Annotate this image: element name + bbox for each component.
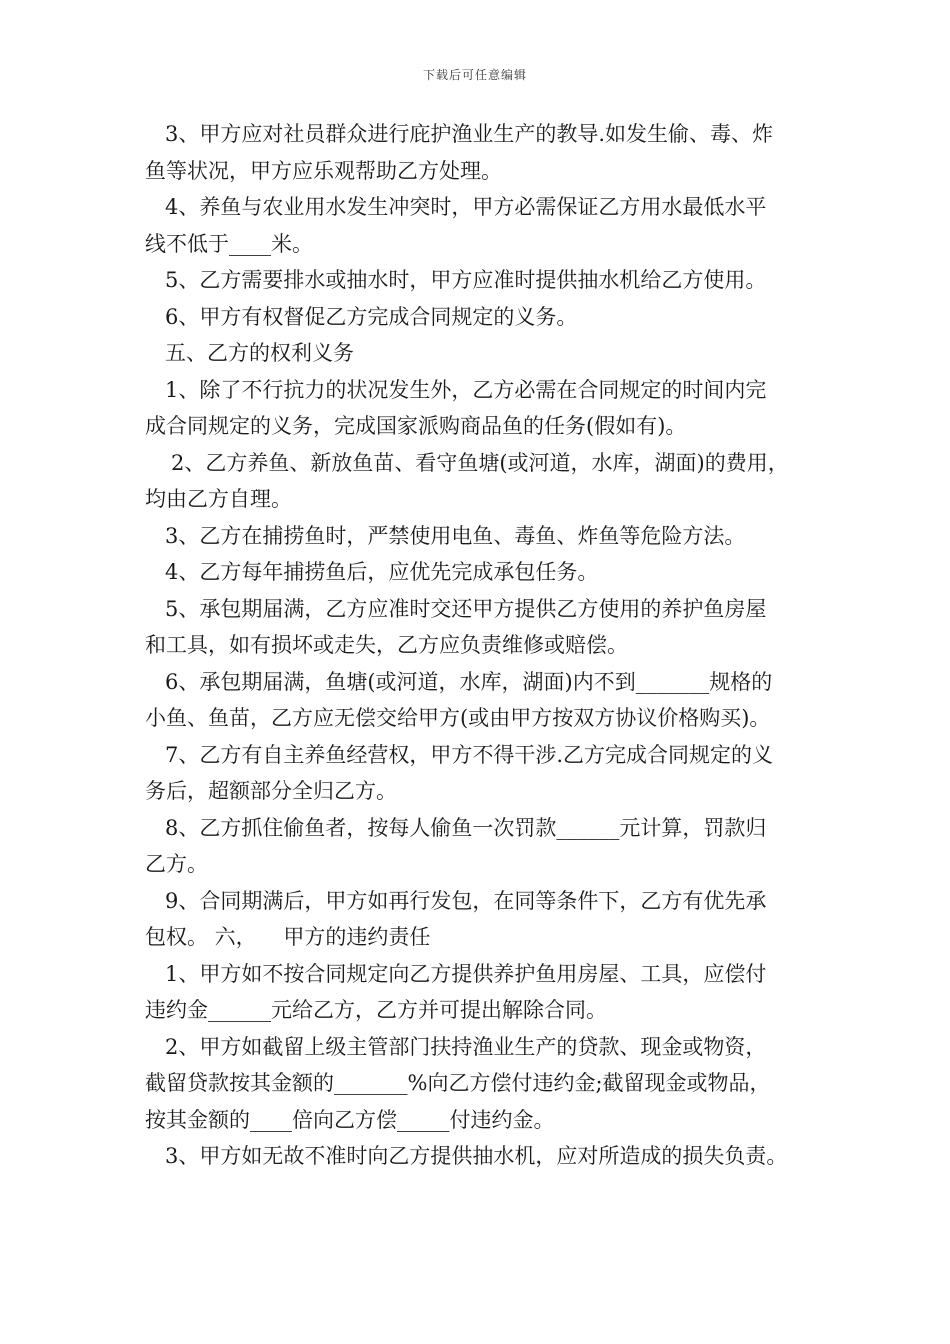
paragraph-line: 乙方。 [145, 852, 208, 876]
paragraph-line: 3、乙方在捕捞鱼时，严禁使用电鱼、毒鱼、炸鱼等危险方法。 [165, 523, 746, 548]
paragraph-line: 务后，超额部分全归乙方。 [145, 779, 397, 803]
paragraph-line: 9、合同期满后，甲方如再行发包，在同等条件下，乙方有优先承 [165, 888, 767, 913]
paragraph-line: 4、乙方每年捕捞鱼后，应优先完成承包任务。 [165, 560, 599, 584]
paragraph-line: 2、甲方如截留上级主管部门扶持渔业生产的贷款、现金或物资， [165, 1034, 767, 1059]
paragraph-line: 6、甲方有权督促乙方完成合同规定的义务。 [165, 304, 578, 329]
paragraph-line: 5、乙方需要排水或抽水时，甲方应准时提供抽水机给乙方使用。 [165, 268, 767, 292]
paragraph-line: 6、承包期届满，鱼塘(或河道，水库，湖面)内不到_______规格的 [165, 669, 773, 694]
section-heading: 五、乙方的权利义务 [165, 341, 354, 365]
paragraph-line: 5、承包期届满，乙方应准时交还甲方提供乙方使用的养护鱼房屋 [165, 596, 767, 621]
paragraph-line: 4、养鱼与农业用水发生冲突时，甲方必需保证乙方用水最低水平 [165, 195, 767, 219]
paragraph-line: 包权。 六， 甲方的违约责任 [145, 925, 431, 949]
paragraph-line: 截留贷款按其金额的_______%向乙方偿付违约金;截留现金或物品， [145, 1071, 771, 1095]
paragraph-line: 小鱼、鱼苗，乙方应无偿交给甲方(或由甲方按双方协议价格购买)。 [145, 706, 771, 730]
paragraph-line: 1、甲方如不按合同规定向乙方提供养护鱼用房屋、工具，应偿付 [165, 961, 767, 986]
paragraph-line: 均由乙方自理。 [145, 487, 292, 511]
paragraph-line: 和工具，如有损坏或走失，乙方应负责维修或赔偿。 [145, 633, 628, 657]
paragraph-line: 按其金额的____倍向乙方偿_____付违约金。 [145, 1107, 555, 1132]
paragraph-line: 1、除了不行抗力的状况发生外，乙方必需在合同规定的时间内完 [165, 377, 767, 402]
paragraph-line: 线不低于____米。 [145, 231, 313, 256]
paragraph-line: 3、甲方如无故不准时向乙方提供抽水机，应对所造成的损失负责。 [165, 1144, 788, 1168]
document-body [145, 116, 835, 1175]
paragraph-line: 鱼等状况，甲方应乐观帮助乙方处理。 [145, 158, 502, 183]
paragraph-line: 8、乙方抓住偷鱼者，按每人偷鱼一次罚款______元计算，罚款归 [165, 815, 767, 840]
paragraph-line: 违约金______元给乙方，乙方并可提出解除合同。 [145, 998, 607, 1022]
paragraph-line: 2、乙方养鱼、新放鱼苗、看守鱼塘(或河道，水库，湖面)的费用， [171, 450, 789, 475]
paragraph-line: 成合同规定的义务，完成国家派购商品鱼的任务(假如有)。 [145, 414, 687, 438]
page-header-note: 下载后可任意编辑 [422, 68, 527, 82]
paragraph-line: 3、甲方应对社员群众进行庇护渔业生产的教导.如发生偷、毒、炸 [165, 122, 774, 146]
paragraph-line: 7、乙方有自主养鱼经营权，甲方不得干涉.乙方完成合同规定的义 [165, 742, 774, 767]
